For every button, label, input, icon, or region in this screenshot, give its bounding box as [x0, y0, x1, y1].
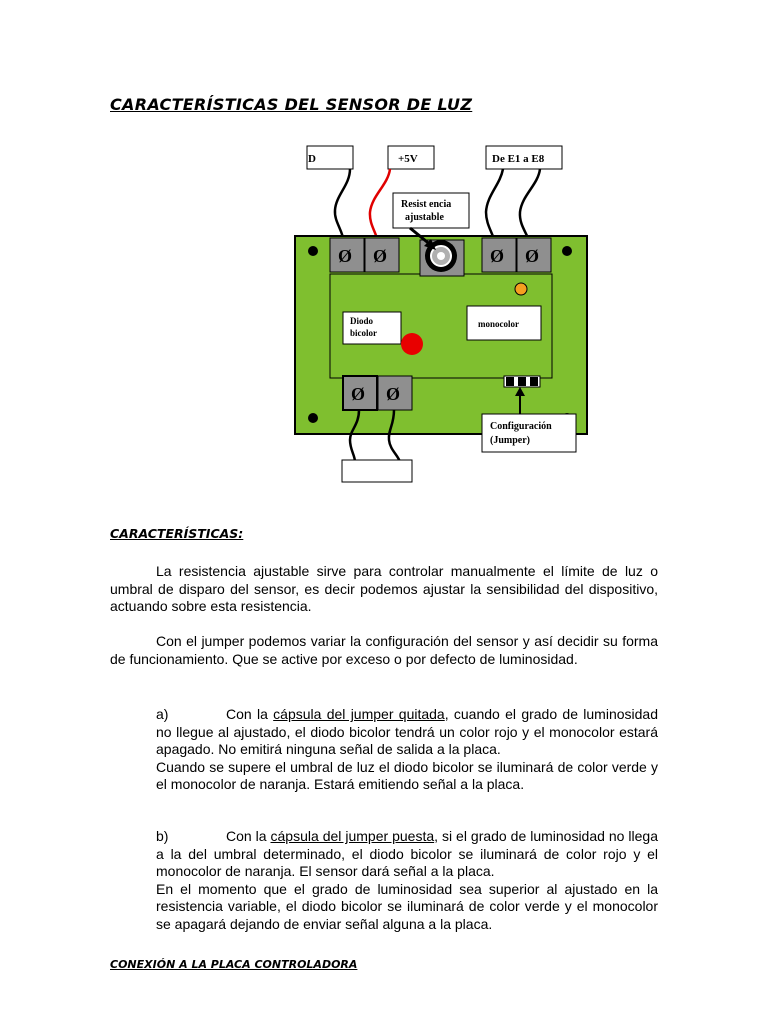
item-b-pre: Con la: [226, 828, 271, 844]
svg-text:Ø: Ø: [351, 384, 366, 404]
diodo-label-1: Diodo: [350, 316, 374, 326]
box-bottom: [342, 460, 412, 482]
terminal-top-1: [330, 238, 364, 272]
mount-hole-bl: [308, 413, 318, 423]
svg-text:Ø: Ø: [373, 246, 388, 266]
paragraph-resistance: La resistencia ajustable sirve para controlar manualmente el límite de luz o umbral de disparo del sensor, es decir podemos ajustar la sensibilidad del dispositivo, actuando sobre esta resistencia.: [110, 563, 658, 614]
monocolor-label: monocolor: [478, 319, 519, 329]
item-b-underline: cápsula del jumper puesta: [270, 828, 435, 844]
item-a: [156, 706, 658, 794]
diodo-label-2: bicolor: [350, 328, 377, 338]
box-e-label: De E1 a E8: [492, 153, 545, 165]
svg-text:Ø: Ø: [525, 246, 540, 266]
paragraph-jumper: Con el jumper podemos variar la configuración del sensor y así decidir su forma de funcionamiento. Que se active por exceso o por defecto de luminosidad.: [110, 633, 658, 667]
box-d-label: D: [308, 153, 316, 165]
svg-text:Ø: Ø: [338, 246, 353, 266]
wire-5v: [370, 169, 390, 243]
res-label-2: ajustable: [405, 212, 444, 223]
wire-e2: [520, 169, 540, 243]
item-a-line2: Cuando se supere el umbral de luz el diodo bicolor se iluminará de color verde y el monocolor de naranja. Estará emitiendo señal a la placa.: [156, 758, 658, 792]
item-a-pre: Con la: [226, 706, 274, 722]
svg-text:Ø: Ø: [490, 246, 505, 266]
item-b-label: b): [156, 828, 169, 844]
item-b-line2: En el momento que el grado de luminosidad sea superior al ajustado en la resistencia variable, el diodo bicolor se iluminará de color verde y el monocolor se apagará dejando de enviar señal alguna a la placa.: [156, 880, 658, 932]
item-b-post: , si el grado de luminosidad no llega a la del umbral determinado, el diodo bicolor se iluminará de color rojo y el monocolor de naranja. El sensor dará señal a la placa.: [156, 828, 658, 879]
item-a-underline: cápsula del jumper quitada: [273, 706, 445, 722]
box-5v-label: +5V: [398, 153, 418, 165]
res-label-1: Resist encia: [401, 199, 452, 210]
sensor-diagram: [0, 0, 768, 500]
wire-d: [335, 169, 350, 243]
config-label-box: [482, 414, 576, 452]
terminal-bottom-2: [378, 376, 412, 410]
section-heading: CARACTERÍSTICAS:: [110, 526, 244, 541]
terminal-top-4: [517, 238, 551, 272]
jumper-icon: [504, 376, 540, 387]
terminal-top-2: [365, 238, 399, 272]
mount-hole-tr: [562, 246, 572, 256]
config-label-1: Configuración: [490, 421, 552, 432]
config-label-2: (Jumper): [490, 435, 530, 446]
wire-e1: [486, 169, 503, 243]
red-led: [401, 333, 423, 355]
item-b: [156, 828, 658, 933]
section-heading-connection: CONEXIÓN A LA PLACA CONTROLADORA: [110, 958, 358, 971]
item-a-label: a): [156, 706, 169, 722]
svg-text:Ø: Ø: [386, 384, 401, 404]
terminal-bottom-1: [343, 376, 377, 410]
item-a-post: , cuando el grado de luminosidad no llegue al ajustado, el diodo bicolor tendrá un color rojo y el monocolor estará apagado. No emitirá ninguna señal de salida a la placa.: [156, 706, 658, 757]
orange-led: [515, 283, 527, 295]
terminal-top-3: [482, 238, 516, 272]
page-title: CARACTERÍSTICAS DEL SENSOR DE LUZ: [110, 95, 473, 114]
mount-hole-tl: [308, 246, 318, 256]
